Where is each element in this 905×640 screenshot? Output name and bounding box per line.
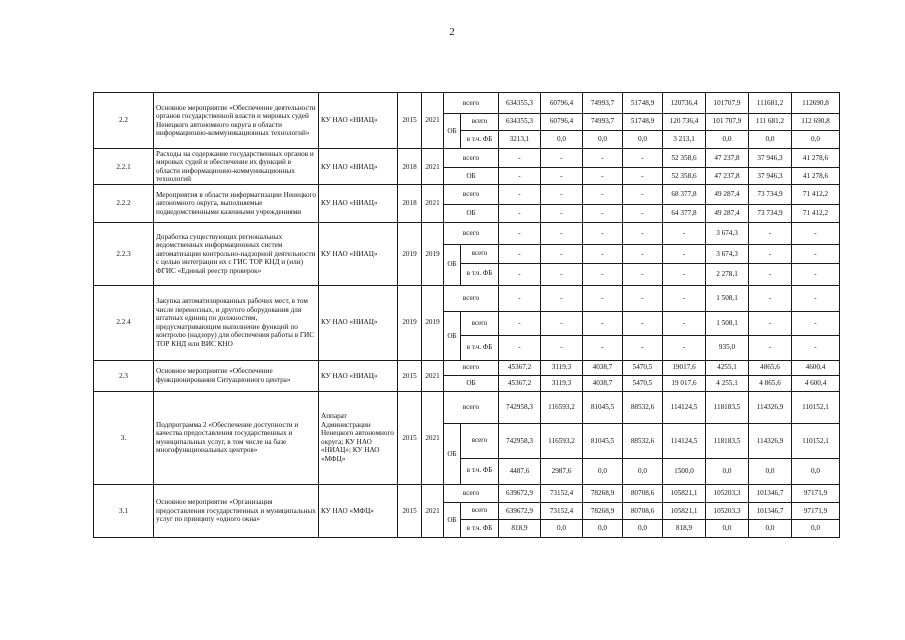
funding-source: всего	[444, 93, 499, 114]
amount-cell: 4038,7	[583, 360, 623, 375]
amount-cell: 5470,5	[623, 375, 663, 391]
funding-source: всего	[444, 392, 499, 424]
amount-cell: -	[623, 244, 663, 263]
amount-cell: 49 287,4	[706, 204, 749, 222]
amount-cell: 935,0	[706, 335, 749, 360]
funding-subtype: всего	[461, 113, 499, 130]
amount-cell: -	[623, 167, 663, 184]
amount-cell: -	[583, 167, 623, 184]
amount-cell: 3 213,1	[663, 130, 706, 148]
amount-cell: -	[541, 167, 583, 184]
funding-subtype: в т.ч. ФБ	[461, 458, 499, 484]
amount-cell: -	[583, 244, 623, 263]
amount-cell: -	[541, 335, 583, 360]
amount-cell: 81045,5	[583, 424, 623, 459]
amount-cell: 37 946,3	[749, 149, 792, 167]
funding-subtype: в т.ч. ФБ	[461, 335, 499, 360]
amount-cell: -	[541, 264, 583, 286]
amount-cell: 80708,6	[623, 484, 663, 502]
amount-cell: 0,0	[541, 520, 583, 538]
amount-cell: 19017,6	[663, 360, 706, 375]
amount-cell: -	[583, 264, 623, 286]
amount-cell: 19 017,6	[663, 375, 706, 391]
amount-cell: 105821,1	[663, 484, 706, 502]
amount-cell: -	[623, 264, 663, 286]
funding-group: ОБ	[444, 244, 461, 285]
amount-cell: -	[541, 312, 583, 336]
amount-cell: -	[749, 244, 792, 263]
end-year: 2019	[422, 285, 444, 360]
funding-source: всего	[444, 285, 499, 312]
amount-cell: -	[749, 312, 792, 336]
amount-cell: 0,0	[583, 520, 623, 538]
end-year: 2021	[422, 93, 444, 149]
amount-cell: 81045,5	[583, 392, 623, 424]
amount-cell: 88532,6	[623, 392, 663, 424]
amount-cell: -	[499, 335, 541, 360]
amount-cell: 105203,3	[706, 503, 749, 520]
amount-cell: 101 707,9	[706, 113, 749, 130]
start-year: 2015	[398, 360, 422, 392]
amount-cell: -	[663, 264, 706, 286]
amount-cell: 818,9	[499, 520, 541, 538]
executor: КУ НАО «НИАЦ»	[319, 223, 398, 286]
amount-cell: 4255,1	[706, 360, 749, 375]
amount-cell: 2 278,1	[706, 264, 749, 286]
row-number: 3.1	[94, 484, 154, 537]
row-number: 3.	[94, 392, 154, 484]
amount-cell: 0,0	[749, 130, 792, 148]
amount-cell: 0,0	[749, 520, 792, 538]
amount-cell: -	[583, 223, 623, 245]
table-row	[94, 93, 840, 114]
amount-cell: 0,0	[792, 520, 840, 538]
amount-cell: 1 508,1	[706, 312, 749, 336]
amount-cell: 68 377,8	[663, 185, 706, 204]
amount-cell: 0,0	[706, 520, 749, 538]
table-row	[94, 285, 840, 312]
amount-cell: 742958,3	[499, 392, 541, 424]
amount-cell: 52 358,6	[663, 149, 706, 167]
amount-cell: 4865,6	[749, 360, 792, 375]
amount-cell: -	[792, 335, 840, 360]
amount-cell: -	[583, 185, 623, 204]
executor: КУ НАО «НИАЦ»	[319, 93, 398, 149]
amount-cell: 120736,4	[663, 93, 706, 114]
funding-subtype: всего	[461, 424, 499, 459]
amount-cell: 52 358,6	[663, 167, 706, 184]
amount-cell: -	[499, 185, 541, 204]
funding-source: ОБ	[444, 375, 499, 391]
amount-cell: 73 734,9	[749, 185, 792, 204]
amount-cell: -	[792, 223, 840, 245]
amount-cell: 101707,9	[706, 93, 749, 114]
activity-name: Мероприятия в области информатизации Ненецкого автономного округа, выполняемые подведомственными казенными учреждениями	[154, 185, 319, 223]
amount-cell: 37 946,3	[749, 167, 792, 184]
amount-cell: 114326,9	[749, 424, 792, 459]
amount-cell: 74993,7	[583, 113, 623, 130]
amount-cell: 120 736,4	[663, 113, 706, 130]
amount-cell: 0,0	[541, 130, 583, 148]
amount-cell: 116593,2	[541, 392, 583, 424]
amount-cell: -	[663, 335, 706, 360]
amount-cell: 3213,1	[499, 130, 541, 148]
funding-source: всего	[444, 223, 499, 245]
page-number: 2	[449, 26, 455, 38]
amount-cell: -	[623, 149, 663, 167]
amount-cell: 742958,3	[499, 424, 541, 459]
amount-cell: -	[583, 149, 623, 167]
amount-cell: 97171,9	[792, 484, 840, 502]
funding-subtype: всего	[461, 244, 499, 263]
activity-name: Основное мероприятие «Обеспечение деятельности органов государственной власти и мировых судей Ненецкого автономного округа в области информационно-коммуникационных технологий»	[154, 93, 319, 149]
amount-cell: 41 278,6	[792, 167, 840, 184]
activity-name: Закупка автоматизированных рабочих мест, в том числе переносных, и другого оборудования для штатных единиц по должностям, предусматривающим выполнение функций по контролю (надзору) для обеспечения работы в ГИС ТОР КНД или ВИС КНО	[154, 285, 319, 360]
amount-cell: -	[499, 312, 541, 336]
activity-name: Основное мероприятие «Организация предоставления государственных и муниципальных услуг по принципу «одного окна»	[154, 484, 319, 537]
amount-cell: -	[623, 312, 663, 336]
amount-cell: 105203,3	[706, 484, 749, 502]
table-row	[94, 223, 840, 245]
amount-cell: 4 600,4	[792, 375, 840, 391]
amount-cell: 3119,3	[541, 360, 583, 375]
start-year: 2018	[398, 185, 422, 223]
amount-cell: 4 255,1	[706, 375, 749, 391]
amount-cell: -	[541, 185, 583, 204]
amount-cell: 51748,9	[623, 93, 663, 114]
amount-cell: 639672,9	[499, 503, 541, 520]
amount-cell: -	[583, 204, 623, 222]
amount-cell: -	[499, 244, 541, 263]
end-year: 2021	[422, 360, 444, 392]
amount-cell: -	[623, 204, 663, 222]
amount-cell: -	[749, 285, 792, 312]
activity-name: Основное мероприятие «Обеспечение функционирования Ситуационного центра»	[154, 360, 319, 392]
amount-cell: 3119,3	[541, 375, 583, 391]
amount-cell: 60796,4	[541, 113, 583, 130]
row-number: 2.2.3	[94, 223, 154, 286]
amount-cell: 60796,4	[541, 93, 583, 114]
end-year: 2021	[422, 185, 444, 223]
funding-group: ОБ	[444, 113, 461, 149]
table-row	[94, 392, 840, 424]
amount-cell: 4 865,6	[749, 375, 792, 391]
executor: КУ НАО «НИАЦ»	[319, 185, 398, 223]
amount-cell: 74993,7	[583, 93, 623, 114]
amount-cell: 114124,5	[663, 392, 706, 424]
amount-cell: 639672,9	[499, 484, 541, 502]
amount-cell: 0,0	[583, 130, 623, 148]
amount-cell: 112690,8	[792, 93, 840, 114]
amount-cell: 116593,2	[541, 424, 583, 459]
amount-cell: 118183,5	[706, 392, 749, 424]
amount-cell: 73152,4	[541, 484, 583, 502]
amount-cell: 0,0	[623, 520, 663, 538]
executor: КУ НАО «МФЦ»	[319, 484, 398, 537]
end-year: 2019	[422, 223, 444, 286]
end-year: 2021	[422, 484, 444, 537]
funding-source: ОБ	[444, 204, 499, 222]
funding-subtype: всего	[461, 312, 499, 336]
amount-cell: 47 237,8	[706, 167, 749, 184]
amount-cell: 78268,9	[583, 503, 623, 520]
amount-cell: 112 690,8	[792, 113, 840, 130]
amount-cell: -	[792, 264, 840, 286]
executor: КУ НАО «НИАЦ»	[319, 360, 398, 392]
end-year: 2021	[422, 149, 444, 185]
amount-cell: 110152,1	[792, 424, 840, 459]
amount-cell: -	[499, 264, 541, 286]
executor: КУ НАО «НИАЦ»	[319, 149, 398, 185]
amount-cell: 0,0	[623, 130, 663, 148]
amount-cell: 114124,5	[663, 424, 706, 459]
start-year: 2019	[398, 285, 422, 360]
row-number: 2.2.4	[94, 285, 154, 360]
amount-cell: 45367,2	[499, 375, 541, 391]
amount-cell: -	[499, 167, 541, 184]
amount-cell: -	[623, 185, 663, 204]
executor: КУ НАО «НИАЦ»	[319, 285, 398, 360]
amount-cell: 4038,7	[583, 375, 623, 391]
end-year: 2021	[422, 392, 444, 484]
amount-cell: -	[749, 264, 792, 286]
amount-cell: 634355,3	[499, 113, 541, 130]
amount-cell: 3 674,3	[706, 244, 749, 263]
amount-cell: 118183,5	[706, 424, 749, 459]
amount-cell: -	[499, 223, 541, 245]
amount-cell: -	[623, 285, 663, 312]
funding-source: всего	[444, 149, 499, 167]
amount-cell: 51748,9	[623, 113, 663, 130]
funding-group: ОБ	[444, 503, 461, 538]
amount-cell: 71 412,2	[792, 204, 840, 222]
amount-cell: -	[623, 335, 663, 360]
table-row	[94, 484, 840, 502]
amount-cell: 4600,4	[792, 360, 840, 375]
amount-cell: 97171,9	[792, 503, 840, 520]
amount-cell: 111 681,2	[749, 113, 792, 130]
amount-cell: -	[663, 223, 706, 245]
amount-cell: -	[541, 204, 583, 222]
amount-cell: -	[541, 244, 583, 263]
amount-cell: 41 278,6	[792, 149, 840, 167]
amount-cell: 4487,6	[499, 458, 541, 484]
funding-subtype: в т.ч. ФБ	[461, 264, 499, 286]
funding-group: ОБ	[444, 312, 461, 360]
amount-cell: 1500,0	[663, 458, 706, 484]
amount-cell: -	[749, 223, 792, 245]
amount-cell: -	[663, 285, 706, 312]
amount-cell: 3 674,3	[706, 223, 749, 245]
amount-cell: -	[499, 285, 541, 312]
table-row	[94, 185, 840, 204]
amount-cell: 1 508,1	[706, 285, 749, 312]
funding-source: всего	[444, 484, 499, 502]
amount-cell: -	[663, 312, 706, 336]
amount-cell: 105821,1	[663, 503, 706, 520]
activity-name: Расходы на содержание государственных органов и мировых судей и обеспечение их функций в области информационно-коммуникационных технологий	[154, 149, 319, 185]
start-year: 2015	[398, 392, 422, 484]
funding-source: ОБ	[444, 167, 499, 184]
table-row	[94, 360, 840, 375]
activity-name: Подпрограмма 2 «Обеспечение доступности и качества предоставления государственных и муниципальных услуг, в том числе на базе многофункциональных центров»	[154, 392, 319, 484]
funding-subtype: всего	[461, 503, 499, 520]
amount-cell: 47 237,8	[706, 149, 749, 167]
amount-cell: -	[792, 285, 840, 312]
amount-cell: 71 412,2	[792, 185, 840, 204]
amount-cell: 0,0	[583, 458, 623, 484]
table-body	[94, 93, 840, 538]
amount-cell: 45367,2	[499, 360, 541, 375]
amount-cell: -	[583, 312, 623, 336]
amount-cell: 101346,7	[749, 484, 792, 502]
amount-cell: 0,0	[749, 458, 792, 484]
amount-cell: 0,0	[623, 458, 663, 484]
activity-name: Доработка существующих региональных ведомственных информационных систем автоматизации контрольно-надзорной деятельности с целью интеграции их с ГИС ТОР КНД и (или) ФГИС «Единый реестр проверок»	[154, 223, 319, 286]
funding-source: всего	[444, 360, 499, 375]
amount-cell: -	[541, 285, 583, 312]
budget-table	[93, 92, 840, 538]
start-year: 2015	[398, 484, 422, 537]
amount-cell: 0,0	[792, 130, 840, 148]
amount-cell: 80708,6	[623, 503, 663, 520]
amount-cell: 0,0	[792, 458, 840, 484]
executor: Аппарат Администрации Ненецкого автономного округа; КУ НАО «НИАЦ»; КУ НАО «МФЦ»	[319, 392, 398, 484]
start-year: 2018	[398, 149, 422, 185]
row-number: 2.3	[94, 360, 154, 392]
amount-cell: -	[792, 244, 840, 263]
amount-cell: 2987,6	[541, 458, 583, 484]
start-year: 2019	[398, 223, 422, 286]
funding-subtype: в т.ч. ФБ	[461, 520, 499, 538]
amount-cell: 5470,5	[623, 360, 663, 375]
amount-cell: 0,0	[706, 458, 749, 484]
amount-cell: -	[499, 204, 541, 222]
amount-cell: 114326,9	[749, 392, 792, 424]
amount-cell: -	[499, 149, 541, 167]
amount-cell: -	[749, 335, 792, 360]
amount-cell: 73152,4	[541, 503, 583, 520]
amount-cell: -	[623, 223, 663, 245]
amount-cell: 49 287,4	[706, 185, 749, 204]
amount-cell: 0,0	[706, 130, 749, 148]
amount-cell: 73 734,9	[749, 204, 792, 222]
amount-cell: -	[583, 285, 623, 312]
amount-cell: 78268,9	[583, 484, 623, 502]
amount-cell: 634355,3	[499, 93, 541, 114]
funding-subtype: в т.ч. ФБ	[461, 130, 499, 148]
table-row	[94, 149, 840, 167]
amount-cell: 64 377,8	[663, 204, 706, 222]
amount-cell: 110152,1	[792, 392, 840, 424]
amount-cell: 88532,6	[623, 424, 663, 459]
amount-cell: -	[583, 335, 623, 360]
amount-cell: 101346,7	[749, 503, 792, 520]
row-number: 2.2.1	[94, 149, 154, 185]
start-year: 2015	[398, 93, 422, 149]
funding-source: всего	[444, 185, 499, 204]
row-number: 2.2	[94, 93, 154, 149]
amount-cell: -	[541, 223, 583, 245]
amount-cell: -	[541, 149, 583, 167]
amount-cell: -	[792, 312, 840, 336]
amount-cell: 818,9	[663, 520, 706, 538]
row-number: 2.2.2	[94, 185, 154, 223]
amount-cell: 111681,2	[749, 93, 792, 114]
funding-group: ОБ	[444, 424, 461, 484]
amount-cell: -	[663, 244, 706, 263]
